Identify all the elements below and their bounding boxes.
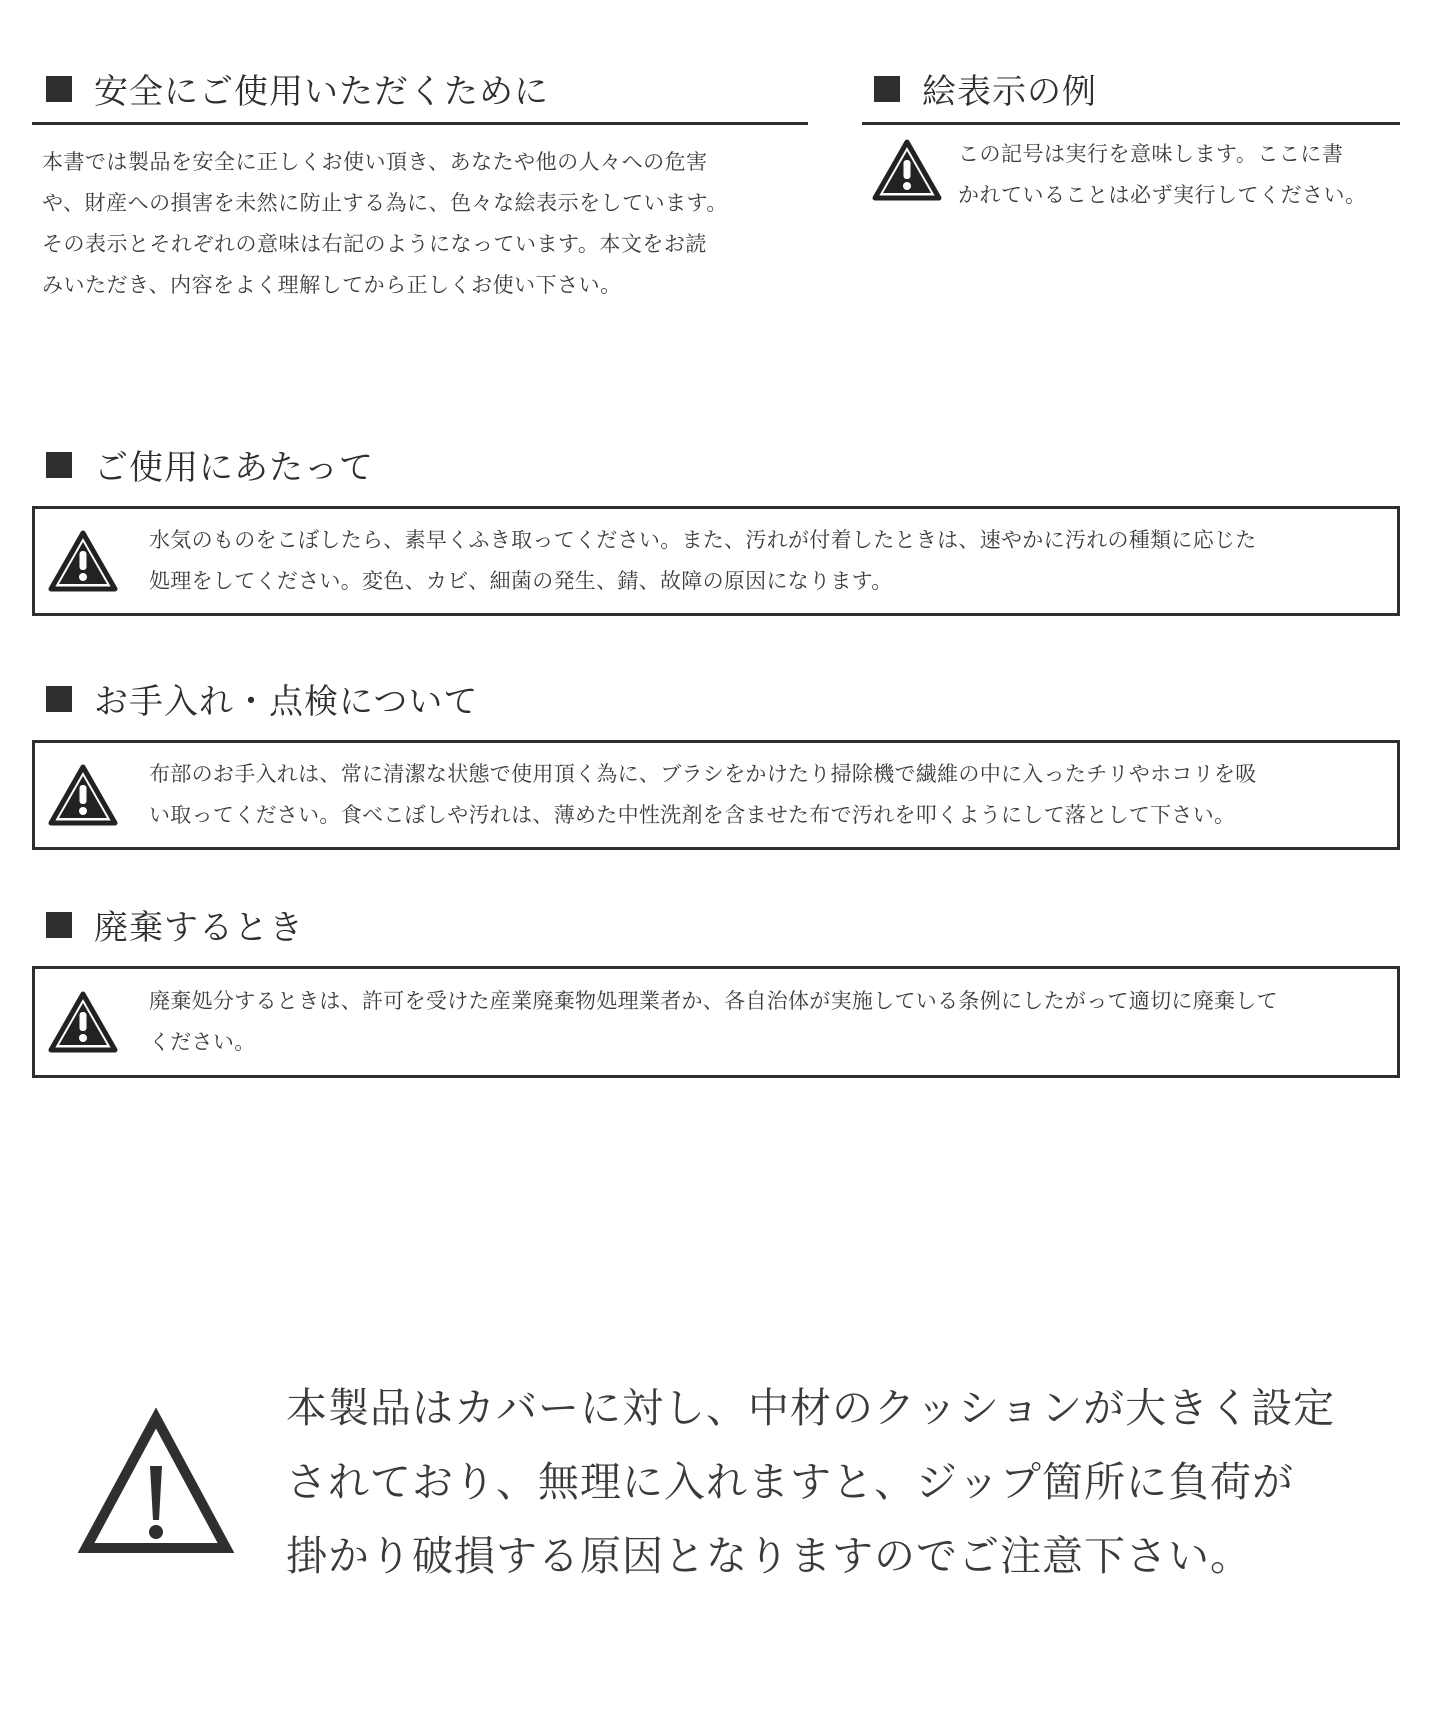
care-heading: [46, 674, 478, 723]
care-line: い取ってください。食べこぼしや汚れは、薄めた中性洗剤を含ませた布で汚れを叩くようにして落として下さい。: [149, 803, 1236, 827]
heading-square-icon: [46, 912, 72, 938]
example-divider: [862, 122, 1400, 125]
care-box: [32, 740, 1400, 850]
safety-heading-text: 安全にご使用いただくために: [94, 72, 549, 112]
example-body: [958, 134, 1398, 216]
safety-line: その表示とそれぞれの意味は右記のようになっています。本文をお読: [42, 232, 707, 256]
heading-square-icon: [46, 686, 72, 712]
usage-body: [149, 520, 1269, 602]
heading-square-icon: [46, 452, 72, 478]
heading-square-icon: [874, 76, 900, 102]
disposal-line: ください。: [149, 1030, 256, 1054]
care-body: [149, 754, 1269, 836]
care-line: 布部のお手入れは、常に清潔な状態で使用頂く為に、ブラシをかけたり掃除機で繊維の中に入ったチリやホコリを吸: [149, 762, 1257, 786]
safety-line: や、財産への損害を未然に防止する為に、色々な絵表示をしています。: [42, 191, 728, 215]
disposal-line: 廃棄処分するときは、許可を受けた産業廃棄物処理業者か、各自治体が実施している条例にしたがって適切に廃棄して: [149, 989, 1278, 1013]
example-line: かれていることは必ず実行してください。: [958, 183, 1367, 207]
safety-line: 本書では製品を安全に正しくお使い頂き、あなたや他の人々への危害: [42, 150, 708, 174]
disposal-body: [149, 981, 1290, 1063]
warning-icon: [35, 529, 131, 593]
warning-icon: [872, 138, 942, 206]
care-heading-text: お手入れ・点検について: [94, 682, 479, 722]
usage-line: 処理をしてください。変色、カビ、細菌の発生、錆、故障の原因になります。: [149, 569, 893, 593]
disposal-box: [32, 966, 1400, 1078]
warning-icon: [35, 763, 131, 827]
safety-divider: [32, 122, 808, 125]
safety-heading: [46, 64, 549, 113]
usage-line: 水気のものをこぼしたら、素早くふき取ってください。また、汚れが付着したときは、速やかに汚れの種類に応じた: [149, 528, 1257, 552]
warning-icon: [35, 990, 131, 1054]
notice-line: 掛かり破損する原因となりますのでご注意下さい。: [286, 1532, 1252, 1580]
usage-heading: [46, 440, 374, 489]
notice-line: 本製品はカバーに対し、中材のクッションが大きく設定: [286, 1384, 1336, 1432]
usage-heading-text: ご使用にあたって: [94, 448, 374, 488]
disposal-heading-text: 廃棄するとき: [94, 908, 304, 948]
warning-icon: [78, 1408, 234, 1562]
safety-line: みいただき、内容をよく理解してから正しくお使い下さい。: [42, 273, 622, 297]
heading-square-icon: [46, 76, 72, 102]
example-line: この記号は実行を意味します。ここに書: [958, 142, 1344, 166]
usage-box: [32, 506, 1400, 616]
notice-body: [286, 1371, 1406, 1593]
safety-body: [42, 142, 812, 306]
disposal-heading: [46, 900, 304, 949]
example-heading-text: 絵表示の例: [922, 72, 1097, 112]
notice-line: されており、無理に入れますと、ジップ箇所に負荷が: [286, 1458, 1294, 1506]
example-heading: [874, 64, 1097, 113]
